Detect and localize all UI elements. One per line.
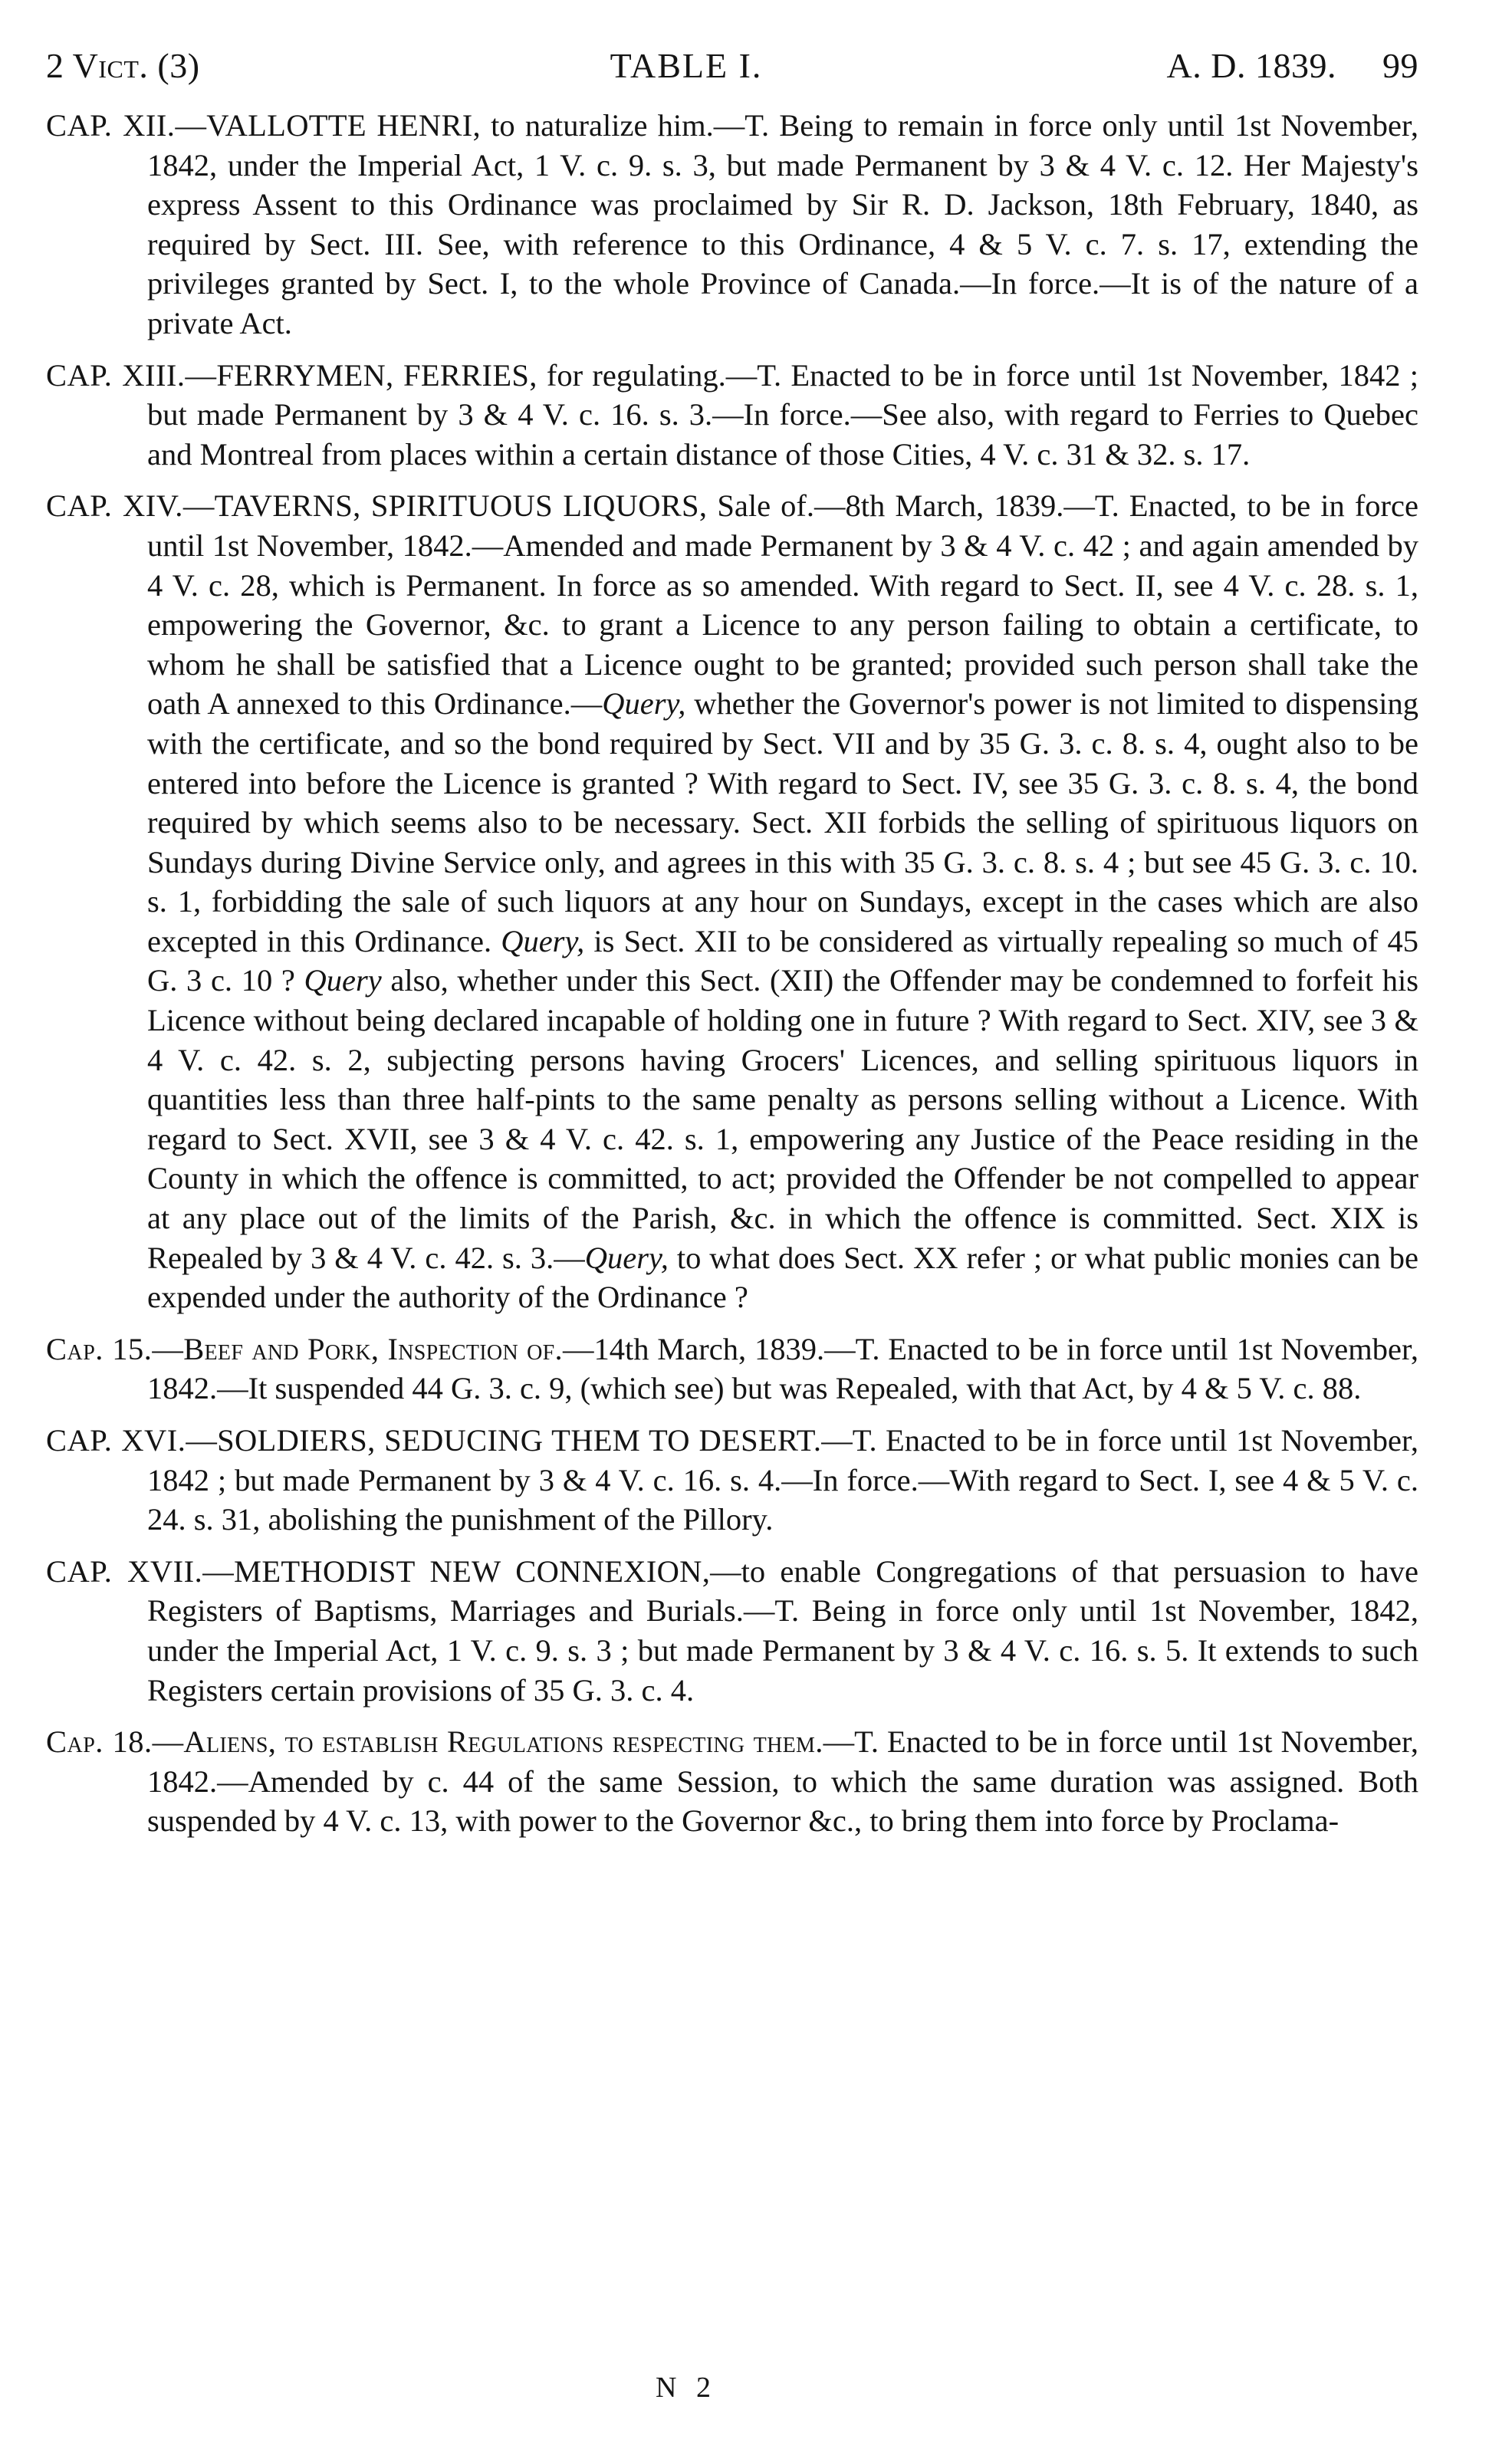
entry-body: —T. Enacted to be in force until 1st November, 1842.—Amended by c. 44 of the same Session, to which the same duration was assigned. Both suspended by 4 V. c. 13, with power to the Governor &c., to bring them into force by Proclama- xyxy=(147,1724,1418,1839)
entry-body: —to enable Congregations of that persuasion to have Registers of Baptisms, Marriages and Burials.—T. Being in force only until 1st November, 1842, under the Imperial Act, 1 V. c. 9. s. 3 ; but made Permanent by 3 & 4 V. c. 16. s. 5. It extends to such Registers certain provisions of 35 G. 3. c. 4. xyxy=(147,1553,1418,1708)
header-table-title: TABLE I. xyxy=(610,46,763,85)
header-regnal-year: 2 Vict. (3) xyxy=(46,46,200,85)
entry-cap-15 xyxy=(46,1330,1418,1409)
header-year: A. D. 1839. xyxy=(1166,46,1336,85)
entry-cap-xii xyxy=(46,106,1418,343)
entry-body-part: also, whether under this Sect. (XII) the Offender may be condemned to forfeit his Licence without being declared incapable of holding one in future ? With regard to Sect. XIV, see 3 & 4 V. c. 42. s. 2, subjecting persons having Grocers' Licences, and selling spirituous liquors in quantities less than three half-pints to the same penalty as persons selling without a Licence. With regard to Sect. XVII, see 3 & 4 V. c. 42. s. 1, empowering any Justice of the Peace residing in the County in which the offence is committed, to act; provided the Offender be not compelled to appear at any place out of the limits of the Parish, &c. in which the offence is committed. Sect. XIX is Repealed by 3 & 4 V. c. 42. s. 3.— xyxy=(147,963,1419,1275)
entry-cap-xvii xyxy=(46,1552,1418,1710)
entry-title: —Aliens, to establish Regulations respecting them. xyxy=(152,1724,823,1760)
entry-title: —Beef and Pork, Inspection of. xyxy=(152,1331,563,1366)
entry-body-part: whether the Governor's power is not limited to dispensing with the certificate, and so the bond required by Sect. VII and by 35 G. 3. c. 8. s. 4, ought also to be entered into before the Licence is granted ? With regard to Sect. IV, see 35 G. 3. c. 8. s. 4, the bond required by which seems also to be necessary. Sect. XII forbids the selling of spirituous liquors on Sundays during Divine Service only, and agrees in this with 35 G. 3. c. 8. s. 4 ; but see 45 G. 3. c. 10. s. 1, forbidding the sale of such liquors at any hour on Sundays, except in the cases which are also excepted in this Ordinance. xyxy=(147,686,1419,958)
entry-title: —VALLOTTE HENRI, xyxy=(175,108,481,143)
entry-body-part: to what does Sect. XX refer ; or what public monies can be expended under the authority of the Ordinance ? xyxy=(147,1240,1419,1315)
entry-cap-number: CAP. XVII. xyxy=(46,1553,203,1589)
signature-mark: N 2 xyxy=(656,2372,717,2404)
entry-body-part: is Sect. XII to be considered as virtually repealing so much of 45 G. 3 c. 10 ? xyxy=(147,923,1418,998)
entry-query-italic: Query, xyxy=(584,1240,669,1275)
running-head xyxy=(46,43,1418,89)
entry-cap-number: CAP. XIV. xyxy=(46,488,183,524)
entry-body: —T. Enacted to be in force until 1st November, 1842 ; but made Permanent by 3 & 4 V. c. 16. s. 4.—In force.—With regard to Sect. I, see 4 & 5 V. c. 24. s. 31, abolishing the punishment of the Pillory. xyxy=(147,1423,1419,1537)
entry-cap-xiii xyxy=(46,356,1418,475)
entry-query-italic: Query, xyxy=(501,923,585,958)
entry-title: —SOLDIERS, SEDUCING THEM TO DESERT. xyxy=(186,1423,822,1458)
entry-cap-18 xyxy=(46,1722,1418,1841)
entry-query-italic: Query xyxy=(304,963,382,998)
entry-query-italic: Query, xyxy=(602,686,686,722)
entry-cap-number: CAP. XIII. xyxy=(46,357,186,393)
entry-body: —14th March, 1839.—T. Enacted to be in force until 1st November, 1842.—It suspended 44 G. 3. c. 9, (which see) but was Repealed, with that Act, by 4 & 5 V. c. 88. xyxy=(147,1331,1418,1406)
document-page xyxy=(46,43,1418,1853)
entry-title: —FERRYMEN, FERRIES, xyxy=(185,357,537,393)
entry-cap-number: Cap. 15. xyxy=(46,1331,153,1366)
entry-title: —TAVERNS, SPIRITUOUS LIQUORS, xyxy=(182,488,708,524)
header-right xyxy=(1096,43,1418,89)
entry-body: to naturalize him.—T. Being to remain in force only until 1st November, 1842, under the Imperial Act, 1 V. c. 9. s. 3, but made Permanent by 3 & 4 V. c. 12. Her Majesty's express Assent to this Ordinance was proclaimed by Sir R. D. Jackson, 18th February, 1840, as required by Sect. III. See, with reference to this Ordinance, 4 & 5 V. c. 7. s. 17, extending the privileges granted by Sect. I, to the whole Province of Canada.—In force.—It is of the nature of a private Act. xyxy=(147,108,1418,340)
entry-cap-number: CAP. XII. xyxy=(46,108,176,143)
entry-cap-number: CAP. XVI. xyxy=(46,1423,186,1458)
entry-body-part: Sale of.—8th March, 1839.—T. Enacted, to be in force until 1st November, 1842.—Amended and made Permanent by 3 & 4 V. c. 42 ; and again amended by 4 V. c. 28, which is Permanent. In force as so amended. With regard to Sect. II, see 4 V. c. 28. s. 1, empowering the Governor, &c. to grant a Licence to any person failing to obtain a certificate, to whom he shall be satisfied that a Licence ought to be granted; provided such person shall take the oath A annexed to this Ordinance.— xyxy=(147,488,1418,722)
entry-title: —METHODIST NEW CONNEXION, xyxy=(202,1553,711,1589)
entry-cap-xiv xyxy=(46,486,1418,1316)
entry-cap-xvi xyxy=(46,1421,1418,1540)
entry-body: for regulating.—T. Enacted to be in force until 1st November, 1842 ; but made Permanent by 3 & 4 V. c. 16. s. 3.—In force.—See also, with regard to Ferries to Quebec and Montreal from places within a certain distance of those Cities, 4 V. c. 31 & 32. s. 17. xyxy=(147,357,1418,472)
entry-cap-number: Cap. 18. xyxy=(46,1724,153,1760)
page-number: 99 xyxy=(1382,46,1418,85)
